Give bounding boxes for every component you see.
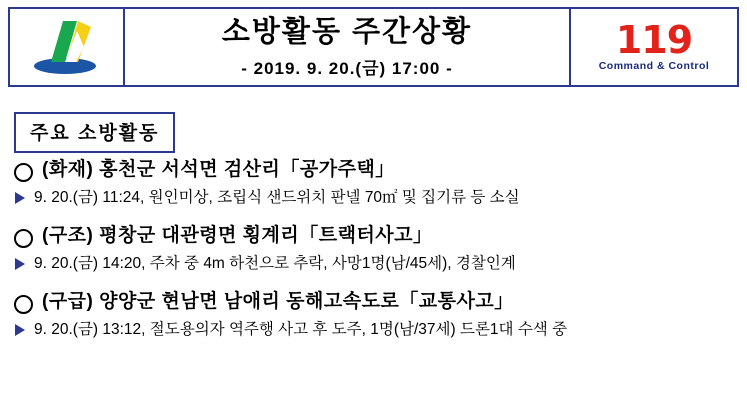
item-detail-text: 9. 20.(금) 13:12, 절도용의자 역주행 사고 후 도주, 1명(남/37세) 드론1대 수색 중 (34, 321, 568, 339)
page-title: 소방활동 주간상황 (221, 16, 473, 49)
list-item (14, 224, 739, 274)
item-detail-row (15, 320, 739, 340)
emblem-119-icon: 119 (615, 17, 693, 62)
item-detail-row (15, 188, 739, 208)
item-detail-text: 9. 20.(금) 11:24, 원인미상, 조립식 샌드위치 판넬 70㎡ 및 집기류 등 소실 (34, 189, 520, 206)
triangle-bullet-icon (15, 192, 25, 204)
circle-bullet-icon (14, 295, 33, 314)
item-title-row (14, 290, 739, 314)
section-heading: 주요 소방활동 (14, 112, 175, 153)
document-header (8, 7, 739, 87)
emblem-caption: Command & Control (598, 60, 710, 73)
list-item (14, 290, 739, 340)
fire-agency-logo-icon (21, 17, 113, 77)
item-detail-row (15, 254, 739, 274)
agency-logo-cell (10, 9, 125, 85)
triangle-bullet-icon (15, 324, 25, 336)
page-subtitle: - 2019. 9. 20.(금) 17:00 - (241, 58, 453, 78)
triangle-bullet-icon (15, 258, 25, 270)
item-title-text: (구조) 평창군 대관령면 횡계리「트랙터사고」 (42, 225, 433, 247)
item-title-text: (화재) 홍천군 서석면 검산리「공가주택」 (42, 159, 395, 180)
item-title-row (14, 158, 739, 182)
circle-bullet-icon (14, 163, 33, 182)
item-title-row (14, 224, 739, 248)
activity-list (14, 158, 739, 356)
emblem-cell (569, 9, 737, 85)
item-title-text: (구급) 양양군 현남면 남애리 동해고속도로「교통사고」 (42, 291, 514, 313)
circle-bullet-icon (14, 229, 33, 248)
item-detail-text: 9. 20.(금) 14:20, 주차 중 4m 하천으로 추락, 사망1명(남/45세), 경찰인계 (34, 255, 516, 273)
list-item (14, 158, 739, 208)
header-title-block (125, 9, 569, 85)
